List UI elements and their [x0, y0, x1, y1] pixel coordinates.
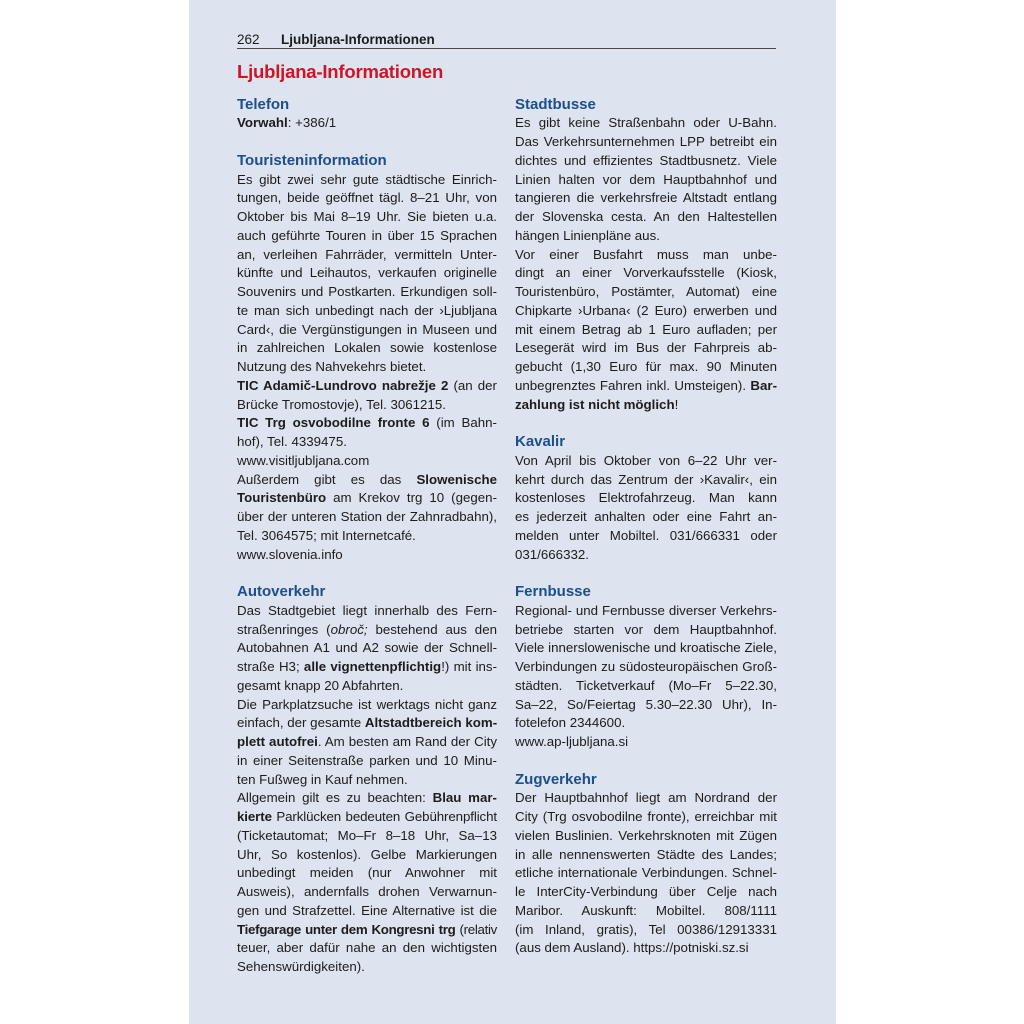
text-line: [515, 471, 777, 490]
paragraph: [515, 602, 777, 733]
paragraph: [237, 546, 497, 565]
text-run: melden unter Mobiltel. 031/666331 oder: [515, 527, 777, 543]
running-title: Ljubljana-Informationen: [281, 32, 435, 47]
text-run: straße H3;: [237, 659, 304, 675]
text-run: betriebe starten vor dem Hauptbahnhof.: [515, 621, 777, 637]
text-line: [515, 546, 777, 565]
text-line: [237, 714, 497, 733]
section-telefon: [237, 96, 497, 134]
bold-text: Tiefgarage unter dem Kongresni trg: [237, 921, 456, 937]
section-heading: Zugverkehr: [515, 770, 597, 788]
text-run: Der Hauptbahnhof liegt am Nordrand der: [515, 790, 777, 806]
text-line: [237, 658, 497, 677]
text-run: (an der: [448, 377, 497, 393]
text-run: Das Verkehrsunternehmen LPP betreibt ein: [515, 134, 777, 150]
paragraph: [515, 114, 777, 245]
text-line: [237, 396, 497, 415]
right-column: [515, 96, 777, 959]
text-line: [515, 358, 777, 377]
text-run: in zahlreichen Lokalen sowie kostenlose: [237, 340, 497, 356]
text-run: Die Parkplatzsuche ist werktags nicht ganz: [237, 696, 497, 712]
bold-text: alle vignettenpflichtig: [303, 659, 442, 675]
paragraph: [237, 789, 497, 977]
bold-text: kierte: [237, 809, 272, 825]
text-line: [237, 339, 497, 358]
text-line: [237, 864, 497, 883]
text-run: in alle nennenswerten Städte des Landes;: [515, 846, 777, 862]
paragraph: [515, 246, 777, 415]
text-run: Allgemein gilt es zu beachten:: [237, 790, 433, 806]
text-run: 031/666332.: [515, 546, 589, 562]
section-autoverkehr: [237, 583, 497, 977]
text-run: unbedingt meiden (nur Anwohner mit: [237, 865, 497, 881]
bold-text: TIC Adamič-Lundrovo nabrežje 2: [237, 377, 449, 393]
section-heading: Kavalir: [515, 433, 566, 451]
text-run: Es gibt keine Straßenbahn oder U-Bahn.: [515, 115, 777, 131]
text-line: [237, 114, 497, 133]
text-line: [237, 602, 497, 621]
text-run: tungen, beide geöffnet tägl. 8–21 Uhr, von: [237, 190, 497, 206]
text-run: (im Bahn-: [429, 415, 497, 431]
text-run: (aus dem Ausland). https://potniski.sz.si: [515, 940, 749, 956]
text-run: dichtes und effizientes Stadtbusnetz. Viele: [515, 152, 777, 168]
text-run: kostenloses Elektrofahrzeug. Man kann: [515, 490, 777, 506]
text-run: unbegrenztes Fahren inkl. Umsteigen).: [515, 377, 751, 393]
text-run: (im Inland, gratis), Tel 00386/12913331: [515, 921, 777, 937]
text-line: [515, 114, 777, 133]
text-line: [515, 883, 777, 902]
text-line: [237, 958, 497, 977]
text-line: [237, 508, 497, 527]
text-run: Autobahnen A1 und A2 sowie der Schnell-: [237, 640, 497, 656]
text-line: [515, 696, 777, 715]
left-column: [237, 96, 497, 977]
text-line: [515, 808, 777, 827]
text-run: . Am besten am Rand der City: [317, 734, 497, 750]
text-line: [237, 414, 497, 433]
text-line: [237, 189, 497, 208]
page-number: 262: [237, 32, 260, 47]
text-line: [515, 452, 777, 471]
section-heading: Touristeninformation: [237, 151, 387, 169]
text-run: gesamt knapp 20 Abfahrten.: [237, 677, 404, 693]
text-run: städten. Ticketverkauf (Mo–Fr 5–22.30,: [515, 677, 777, 693]
text-run: straßenringes (: [237, 621, 331, 637]
text-run: teuer, aber dafür nahe an den wichtigsten: [237, 940, 497, 956]
text-line: [515, 152, 777, 171]
bold-text: Slowenische: [416, 471, 497, 487]
text-line: [515, 902, 777, 921]
text-line: [237, 846, 497, 865]
paragraph: [237, 114, 497, 133]
paragraph: [237, 414, 497, 452]
text-run: Sa–22, So/Feiertag 5.30–22.30 Uhr), In-: [515, 696, 777, 712]
text-run: Brücke Tromostovje), Tel. 3061215.: [237, 396, 446, 412]
text-line: [515, 133, 777, 152]
text-line: [515, 227, 777, 246]
text-line: [237, 789, 497, 808]
text-run: Außerdem gibt es das: [237, 471, 417, 487]
text-line: [237, 696, 497, 715]
text-line: [515, 921, 777, 940]
text-line: [237, 171, 497, 190]
paragraph: [237, 452, 497, 471]
text-run: der Slovenska cesta. An den Haltestellen: [515, 209, 777, 225]
text-line: [237, 358, 497, 377]
text-run: über der unteren Station der Zahnradbahn),: [237, 509, 497, 525]
text-run: Viele innerslowenische und kroatische Ziele,: [515, 640, 777, 656]
text-run: mit einem Betrag ab 1 Euro aufladen; per: [515, 321, 777, 337]
text-line: [237, 771, 497, 790]
text-line: [515, 733, 777, 752]
text-run: ten Fußweg in Kauf nehmen.: [237, 771, 408, 787]
text-run: gen und Strafzettel. Eine Alternative ist die: [237, 902, 497, 918]
text-line: [515, 658, 777, 677]
paragraph: [237, 602, 497, 696]
text-run: !: [674, 396, 679, 412]
text-line: [515, 339, 777, 358]
text-line: [237, 264, 497, 283]
text-line: [237, 827, 497, 846]
text-line: [237, 227, 497, 246]
text-line: [515, 208, 777, 227]
text-line: [515, 264, 777, 283]
italic-text: obroč;: [330, 621, 368, 637]
text-line: [237, 208, 497, 227]
bold-text: plett autofrei: [237, 734, 318, 750]
text-run: tangieren die verkehrsfreie Altstadt entlang: [515, 190, 777, 206]
text-line: [237, 489, 497, 508]
text-line: [237, 377, 497, 396]
text-line: [237, 302, 497, 321]
text-line: [237, 246, 497, 265]
text-line: [237, 808, 497, 827]
text-line: [237, 452, 497, 471]
text-run: (Ticketautomat; Mo–Fr 8–18 Uhr, Sa–13: [237, 827, 497, 843]
text-line: [515, 489, 777, 508]
text-run: hängen Linienpläne aus.: [515, 227, 660, 243]
text-run: Ausweis), andernfalls drohen Verwarnun-: [237, 884, 497, 900]
text-run: Tel. 3064575; mit Internetcafé.: [237, 527, 416, 543]
text-run: Vor einer Busfahrt muss man unbe-: [515, 246, 777, 262]
section-heading: Autoverkehr: [237, 583, 326, 601]
text-run: am Krekov trg 10 (gegen-: [326, 490, 497, 506]
text-run: Parklücken bedeuten Gebührenpflicht: [271, 809, 497, 825]
paragraph: [237, 696, 497, 790]
text-run: City (Trg osvobodilne fronte), erreichbar mit: [515, 809, 777, 825]
bold-text: Vorwahl: [237, 115, 288, 131]
text-run: Souvenirs und Postkarten. Erkundigen soll-: [237, 284, 497, 300]
text-line: [515, 189, 777, 208]
text-run: Linien halten vor dem Hauptbahnhof und: [515, 171, 777, 187]
text-run: dingt an einer Vorverkaufsstelle (Kiosk,: [515, 265, 777, 281]
text-run: an, verleihen Fahrräder, vermitteln Unter-: [237, 246, 497, 262]
text-run: etliche internationale Verbindungen. Schnel-: [515, 865, 777, 881]
text-line: [515, 377, 777, 396]
text-run: Es gibt zwei sehr gute städtische Einrich-: [237, 171, 497, 187]
text-line: [237, 921, 497, 940]
text-run: www.visitljubljana.com: [237, 452, 370, 468]
text-line: [237, 471, 497, 490]
bold-text: Altstadtbereich kom-: [364, 715, 498, 731]
text-line: [515, 283, 777, 302]
text-line: [515, 846, 777, 865]
section-fernbusse: [515, 583, 777, 752]
bold-text: zahlung ist nicht möglich: [515, 396, 675, 412]
section-kavalir: [515, 433, 777, 564]
text-run: fotelefon 2344600.: [515, 715, 626, 731]
text-line: [237, 433, 497, 452]
text-run: Sehenswürdigkeiten).: [237, 959, 365, 975]
section-heading: Telefon: [237, 95, 290, 113]
text-run: Maribor. Auskunft: Mobiltel. 808/1111: [515, 902, 777, 918]
paragraph: [237, 377, 497, 415]
text-run: bestehend aus den: [367, 621, 497, 637]
section-zugverkehr: [515, 771, 777, 959]
text-line: [515, 171, 777, 190]
bold-text: Bar-: [750, 377, 777, 393]
text-line: [237, 752, 497, 771]
text-line: [237, 939, 497, 958]
text-run: in einer Seitenstraße parken und 10 Minu-: [237, 752, 497, 768]
bold-text: TIC Trg osvobodilne fronte 6: [237, 415, 430, 431]
text-line: [515, 639, 777, 658]
text-line: [237, 677, 497, 696]
text-run: Touristenbüro, Postämter, Automat) eine: [515, 284, 777, 300]
text-run: Nutzung des Nahvekehrs bietet.: [237, 359, 427, 375]
text-line: [515, 302, 777, 321]
text-line: [515, 527, 777, 546]
text-run: (relativ: [455, 921, 497, 937]
text-line: [237, 902, 497, 921]
text-run: gebucht (1,30 Euro für max. 90 Minuten: [515, 359, 777, 375]
bold-text: Touristenbüro: [237, 490, 327, 506]
text-line: [515, 621, 777, 640]
bold-text: Blau mar-: [432, 790, 497, 806]
text-line: [515, 321, 777, 340]
text-run: Das Stadtgebiet liegt innerhalb des Fern-: [237, 602, 497, 618]
text-line: [237, 621, 497, 640]
paragraph: [515, 452, 777, 565]
paragraph: [515, 733, 777, 752]
text-line: [515, 246, 777, 265]
text-line: [237, 639, 497, 658]
text-run: Card‹, die Vergünstigungen in Museen und: [237, 321, 497, 337]
text-run: Lesegerät wird im Bus der Fahrpreis ab-: [515, 340, 777, 356]
paragraph: [237, 471, 497, 546]
text-run: einfach, der gesamte: [237, 715, 365, 731]
text-run: hof), Tel. 4339475.: [237, 434, 347, 450]
text-run: !) mit ins-: [441, 659, 497, 675]
text-run: Verbindungen zu südosteuropäischen Groß-: [515, 659, 777, 675]
text-line: [237, 321, 497, 340]
text-run: Oktober bis Mai 8–19 Uhr. Sie bieten u.a.: [237, 209, 497, 225]
section-heading: Stadtbusse: [515, 95, 596, 113]
text-line: [237, 283, 497, 302]
text-line: [515, 508, 777, 527]
text-run: te man sich unbedingt nach der ›Ljubljana: [237, 302, 497, 318]
text-run: : +386/1: [287, 115, 337, 131]
text-run: Regional- und Fernbusse diverser Verkehrs-: [515, 602, 777, 618]
text-line: [515, 714, 777, 733]
paragraph: [515, 789, 777, 958]
text-line: [515, 789, 777, 808]
text-run: auch geführte Touren in über 15 Sprachen: [237, 227, 497, 243]
text-run: Chipkarte ›Urbana‹ (2 Euro) erwerben und: [515, 302, 777, 318]
paragraph: [237, 171, 497, 377]
text-line: [515, 677, 777, 696]
section-heading: Fernbusse: [515, 583, 591, 601]
text-line: [515, 396, 777, 415]
text-line: [237, 546, 497, 565]
text-line: [237, 883, 497, 902]
text-line: [515, 602, 777, 621]
page-title: Ljubljana-Informationen: [237, 61, 444, 82]
section-touristeninformation: [237, 152, 497, 565]
text-line: [515, 827, 777, 846]
text-run: es jederzeit anhalten oder eine Fahrt an-: [515, 509, 777, 525]
text-run: Uhr, So kostenlos). Gelbe Markierungen: [237, 846, 497, 862]
text-run: künfte und Leihautos, verkaufen originelle: [237, 265, 497, 281]
text-line: [515, 864, 777, 883]
text-run: www.slovenia.info: [237, 546, 343, 562]
section-stadtbusse: [515, 96, 777, 415]
text-run: kehrt durch das Zentrum der ›Kavalir‹, ein: [515, 471, 777, 487]
text-line: [237, 527, 497, 546]
text-run: le InterCity-Verbindung über Celje nach: [515, 884, 777, 900]
running-header: [237, 31, 776, 49]
text-run: www.ap-ljubljana.si: [515, 734, 629, 750]
text-line: [515, 939, 777, 958]
text-line: [237, 733, 497, 752]
text-run: vielen Buslinien. Verkehrsknoten mit Zügen: [515, 827, 777, 843]
text-run: Von April bis Oktober von 6–22 Uhr ver-: [515, 452, 777, 468]
